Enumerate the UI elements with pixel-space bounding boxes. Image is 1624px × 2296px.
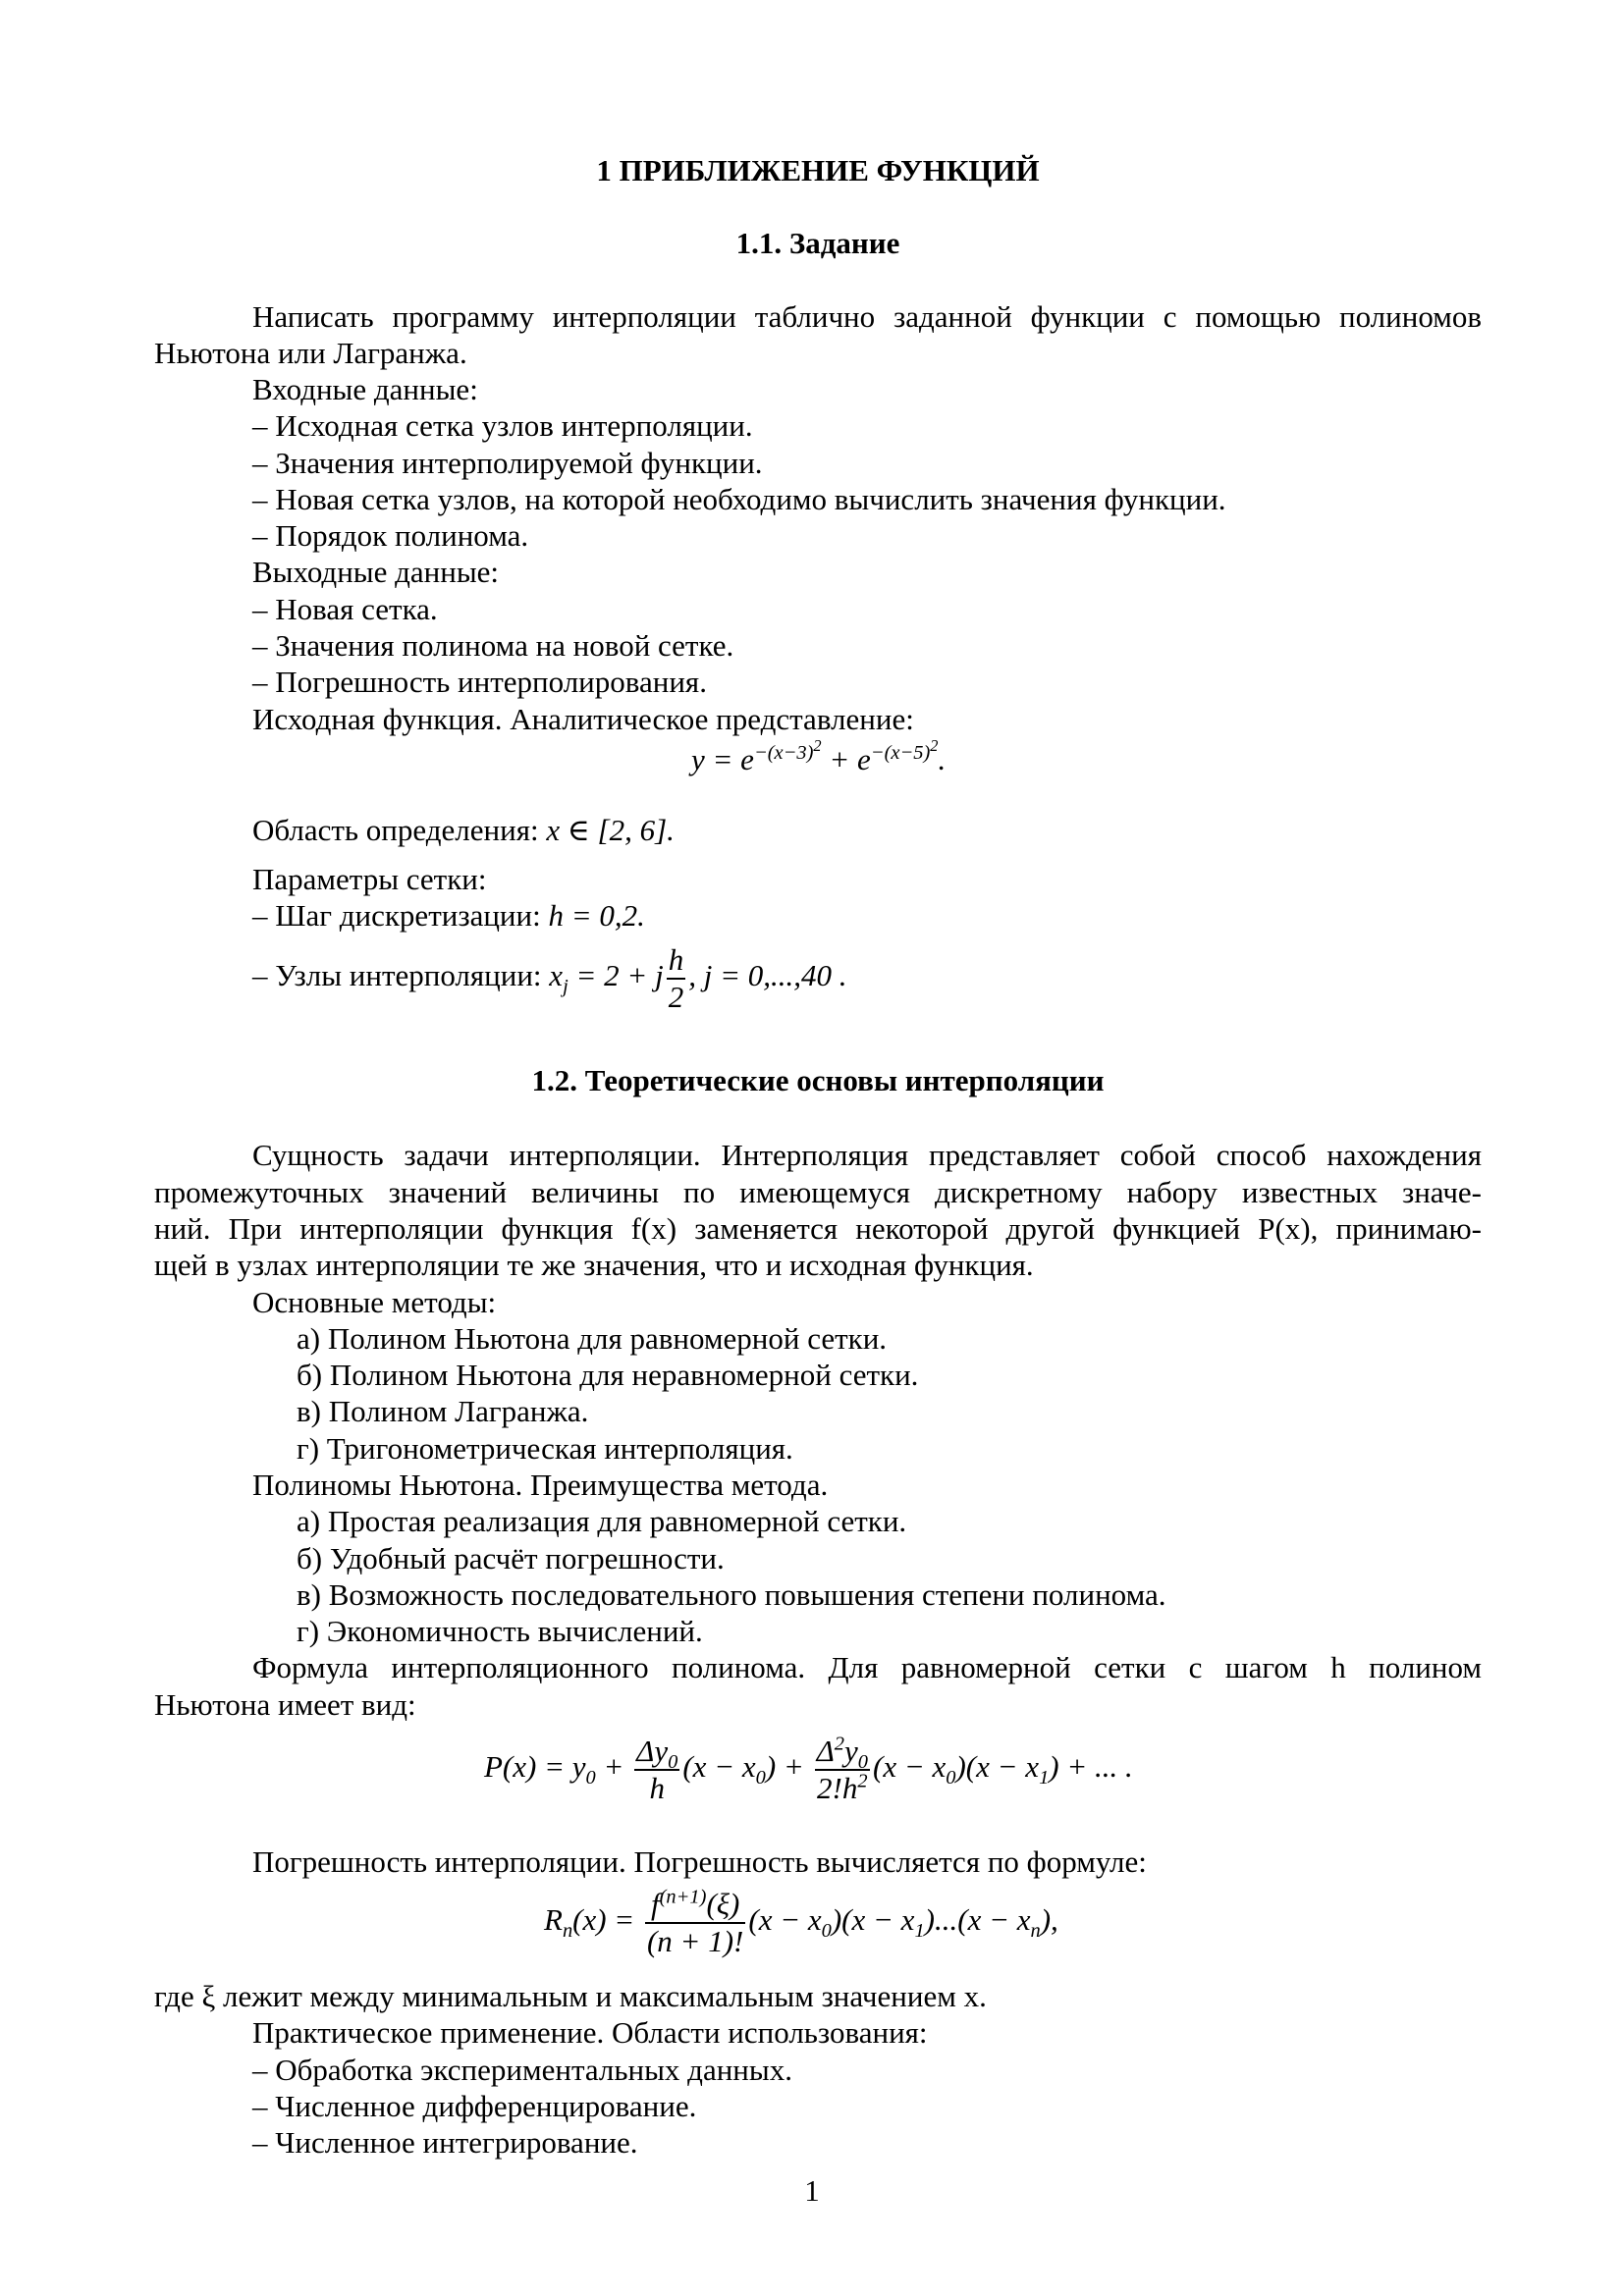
step-label: – Шаг дискретизации: [252, 898, 541, 933]
input-item-2: – Значения интерполируемой функции. [252, 446, 763, 480]
section-1-heading: 1.1. Задание [735, 226, 900, 260]
error-formula: $R_n(x)$ = $\frac{f^{(n+1)}(\xi)}{(n + 1)!}$ $(x - x_0)(x - x_1)...(x - x_n)$, [544, 1886, 1058, 1958]
input-data-label: Входные данные: [252, 372, 478, 406]
output-item-2: – Значения полинома на новой сетке. [252, 628, 734, 663]
advantage-item-2: б) Удобный расчёт погрешности. [297, 1541, 725, 1575]
advantage-item-1: а) Простая реализация для равномерной сетки. [297, 1504, 907, 1538]
error-label: Погрешность интерполяции. Погрешность вычисляется по формуле: [252, 1844, 1147, 1879]
application-item-2: – Численное дифференцирование. [252, 2089, 697, 2123]
theory-line-2: промежуточных значений величины по имеющемуся дискретному набору известных значе- [154, 1175, 1482, 1209]
step-line [252, 900, 645, 931]
nodes-line [252, 942, 847, 1014]
input-item-4: – Порядок полинома. [252, 518, 529, 553]
formula-paragraph-line-1: Формула интерполяционного полинома. Для равномерной сетки с шагом h полином [252, 1650, 1482, 1684]
formula-paragraph-line-2: Ньютона имеет вид: [154, 1687, 416, 1722]
grid-params-label: Параметры сетки: [252, 862, 487, 896]
theory-line-4: щей в узлах интерполяции те же значения, что и исходная функция. [154, 1248, 1034, 1282]
theory-line-3: ний. При интерполяции функция f(x) заменяется некоторой другой функцией P(x), принимаю- [154, 1211, 1482, 1246]
advantage-item-4: г) Экономичность вычислений. [297, 1614, 703, 1648]
output-data-label: Выходные данные: [252, 555, 500, 589]
application-item-3: – Численное интегрирование. [252, 2125, 638, 2160]
page-number: 1 [804, 2173, 820, 2208]
domain-label: Область определения: [252, 813, 539, 847]
nodes-formula: $x_j = 2 + j$ $\frac{h}{2}$ , j = 0,...,40 . [549, 942, 847, 1014]
applications-label: Практическое применение. Области использования: [252, 2015, 928, 2050]
newton-formula: $P(x) = y_0$ + $\frac{\Delta y_0}{h}$ $(x - x_0)$ + $\frac{\Delta^2y_0}{2!h^2}$ $(x - x_0)(x - x_1)$ + ... . [484, 1733, 1133, 1805]
methods-label: Основные методы: [252, 1285, 497, 1319]
method-item-2: б) Полином Ньютона для неравномерной сетки. [297, 1358, 919, 1392]
nodes-label: – Узлы интерполяции: [252, 957, 542, 992]
advantage-item-3: в) Возможность последовательного повышения степени полинома. [297, 1577, 1166, 1612]
method-item-3: в) Полином Лагранжа. [297, 1394, 589, 1428]
function-formula: $y = e^{-(x-3)^2} + e^{-(x-5)^2}$. [691, 735, 947, 776]
xi-explanation: где ξ лежит между минимальным и максимальным значением x. [154, 1979, 987, 2013]
input-item-1: – Исходная сетка узлов интерполяции. [252, 408, 753, 443]
method-item-4: г) Тригонометрическая интерполяция. [297, 1431, 793, 1466]
section-2-heading: 1.2. Теоретические основы интерполяции [531, 1063, 1105, 1097]
domain-line [252, 815, 675, 845]
output-item-1: – Новая сетка. [252, 592, 438, 626]
domain-formula: x ∈ [2, 6]. [546, 813, 675, 847]
task-paragraph-line-1: Написать программу интерполяции таблично заданной функции с помощью полиномов [252, 299, 1482, 334]
step-formula: h = 0,2. [548, 898, 645, 933]
chapter-title: 1 ПРИБЛИЖЕНИЕ ФУНКЦИЙ [596, 153, 1040, 187]
method-item-1: а) Полином Ньютона для равномерной сетки. [297, 1321, 888, 1356]
function-label: Исходная функция. Аналитическое представление: [252, 702, 914, 736]
task-paragraph-line-2: Ньютона или Лагранжа. [154, 336, 467, 370]
input-item-3: – Новая сетка узлов, на которой необходимо вычислить значения функции. [252, 482, 1226, 516]
application-item-1: – Обработка экспериментальных данных. [252, 2053, 792, 2087]
output-item-3: – Погрешность интерполирования. [252, 665, 707, 699]
advantages-label: Полиномы Ньютона. Преимущества метода. [252, 1468, 829, 1502]
theory-line-1: Сущность задачи интерполяции. Интерполяция представляет собой способ нахождения [252, 1138, 1482, 1172]
